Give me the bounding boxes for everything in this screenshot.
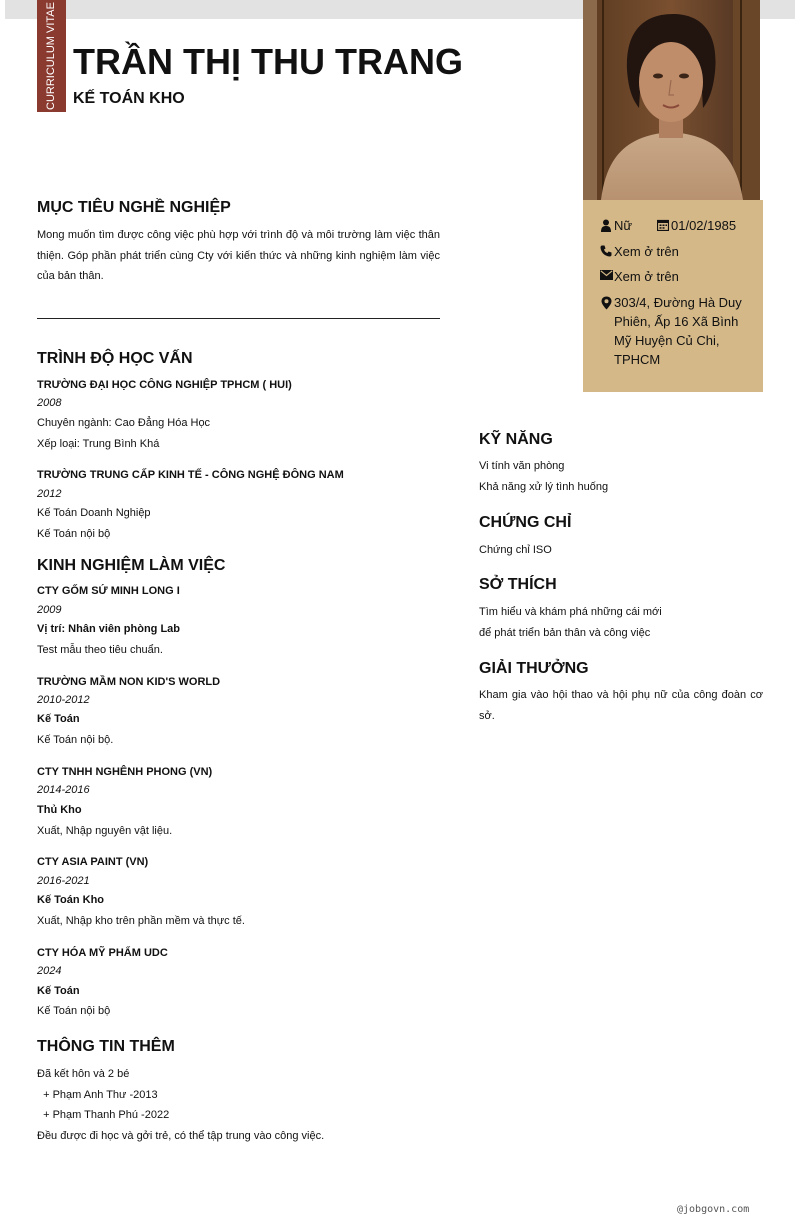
experience-year: 2016-2021 bbox=[37, 875, 90, 887]
experience-desc: Test mẫu theo tiêu chuẩn. bbox=[37, 644, 163, 656]
divider bbox=[37, 318, 440, 319]
phone-row bbox=[598, 242, 679, 261]
extra-line: + Phạm Thanh Phú -2022 bbox=[37, 1109, 170, 1121]
education-detail: Chuyên ngành: Cao Đẳng Hóa Học bbox=[37, 417, 211, 429]
candidate-name: TRẦN THỊ THU TRANG bbox=[73, 41, 463, 82]
extra-line: Đều được đi học và gởi trẻ, có thể tập trung vào công việc. bbox=[37, 1130, 325, 1142]
hobby-item: Tìm hiểu và khám phá những cái mới bbox=[479, 606, 662, 618]
footer-watermark: @jobgovn.com bbox=[677, 1204, 750, 1215]
experience-role: Kế Toán bbox=[37, 985, 80, 997]
gender-row bbox=[598, 216, 632, 235]
experience-year: 2010-2012 bbox=[37, 694, 90, 706]
cv-tag bbox=[37, 0, 66, 112]
extra-line: Đã kết hôn và 2 bé bbox=[37, 1068, 130, 1080]
email-row bbox=[598, 267, 679, 286]
email-value: Xem ở trên bbox=[614, 269, 679, 284]
phone-value: Xem ở trên bbox=[614, 244, 679, 259]
education-detail: Xếp loại: Trung Bình Khá bbox=[37, 438, 160, 450]
address-row bbox=[598, 293, 748, 369]
location-pin-icon bbox=[598, 293, 614, 310]
skill-item: Vi tính văn phòng bbox=[479, 460, 565, 472]
experience-desc: Kế Toán nội bộ. bbox=[37, 734, 114, 746]
award-text: Kham gia vào hội thao và hội phụ nữ của công đoàn cơ sở. bbox=[479, 689, 763, 722]
job-title: KẾ TOÁN KHO bbox=[73, 90, 185, 107]
education-school: TRƯỜNG ĐẠI HỌC CÔNG NGHIỆP TPHCM ( HUI) bbox=[37, 379, 292, 391]
extra-title: THÔNG TIN THÊM bbox=[37, 1038, 175, 1055]
experience-role: Vị trí: Nhân viên phòng Lab bbox=[37, 623, 180, 635]
awards-title: GIẢI THƯỞNG bbox=[479, 660, 589, 677]
experience-company: CTY GỐM SỨ MINH LONG I bbox=[37, 585, 180, 597]
education-title: TRÌNH ĐỘ HỌC VẤN bbox=[37, 350, 193, 367]
education-year: 2012 bbox=[37, 488, 62, 500]
experience-year: 2014-2016 bbox=[37, 784, 90, 796]
experience-company: CTY HÓA MỸ PHẨM UDC bbox=[37, 947, 168, 959]
profile-photo bbox=[583, 0, 760, 200]
cv-tag-label: CURRICULUM VITAE bbox=[45, 2, 57, 110]
person-icon bbox=[598, 216, 614, 232]
objective-title: MỤC TIÊU NGHỀ NGHIỆP bbox=[37, 199, 231, 216]
address-value: 303/4, Đường Hà Duy Phiên, Ấp 16 Xã Bình Mỹ Huyện Củ Chi, TPHCM bbox=[614, 295, 742, 367]
certificates-title: CHỨNG CHỈ bbox=[479, 514, 572, 531]
contact-info-box bbox=[583, 200, 763, 392]
education-detail: Kế Toán Doanh Nghiệp bbox=[37, 507, 151, 519]
dob-value: 01/02/1985 bbox=[671, 218, 737, 233]
experience-company: CTY TNHH NGHÊNH PHONG (VN) bbox=[37, 766, 213, 778]
skill-item: Khả năng xử lý tình huống bbox=[479, 481, 609, 493]
education-school: TRƯỜNG TRUNG CẤP KINH TẾ - CÔNG NGHỆ ĐÔNG NAM bbox=[37, 469, 344, 481]
phone-icon bbox=[598, 242, 614, 257]
experience-desc: Kế Toán nội bộ bbox=[37, 1005, 111, 1017]
experience-company: TRƯỜNG MẦM NON KID'S WORLD bbox=[37, 676, 221, 688]
certificate-item: Chứng chỉ ISO bbox=[479, 544, 552, 556]
objective-text: Mong muốn tìm được công việc phù hợp với trình độ và môi trường làm việc thân thiện. Góp phần phát triển cùng Cty với kiến thức và những kinh nghiệm làm việc của bản thân. bbox=[37, 229, 440, 282]
extra-line: + Phạm Anh Thư -2013 bbox=[37, 1089, 158, 1101]
experience-year: 2024 bbox=[37, 965, 62, 977]
experience-desc: Xuất, Nhập nguyên vật liệu. bbox=[37, 825, 173, 837]
experience-role: Thủ Kho bbox=[37, 804, 82, 816]
hobbies-title: SỞ THÍCH bbox=[479, 576, 557, 593]
education-year: 2008 bbox=[37, 397, 62, 409]
envelope-icon bbox=[598, 267, 614, 280]
experience-desc: Xuất, Nhập kho trên phần mềm và thực tế. bbox=[37, 915, 245, 927]
hobby-item: để phát triển bản thân và công việc bbox=[479, 627, 651, 639]
experience-role: Kế Toán bbox=[37, 713, 80, 725]
experience-title: KINH NGHIỆM LÀM VIỆC bbox=[37, 557, 226, 574]
education-detail: Kế Toán nội bộ bbox=[37, 528, 111, 540]
dob-row bbox=[655, 216, 736, 235]
experience-year: 2009 bbox=[37, 604, 62, 616]
calendar-icon bbox=[655, 216, 671, 231]
gender-value: Nữ bbox=[614, 218, 633, 233]
experience-role: Kế Toán Kho bbox=[37, 894, 105, 906]
experience-company: CTY ASIA PAINT (VN) bbox=[37, 856, 149, 868]
skills-title: KỸ NĂNG bbox=[479, 431, 553, 448]
